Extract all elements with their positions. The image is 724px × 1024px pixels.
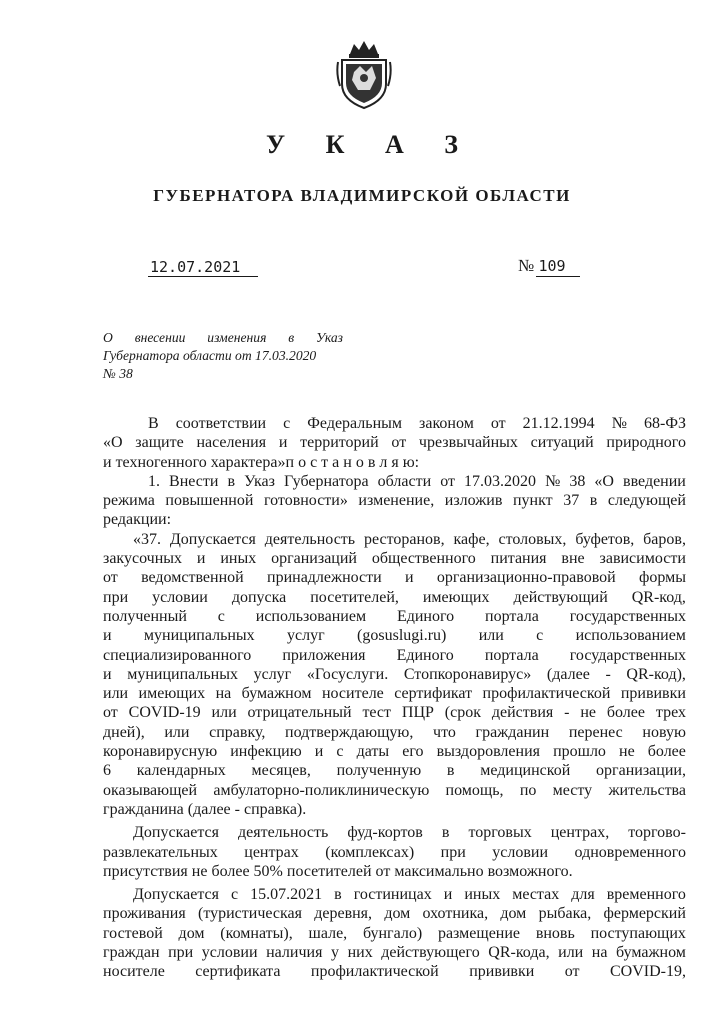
text-line: проживания (туристическая деревня, дом охотника, дом рыбака, фермерский — [103, 905, 686, 923]
text-line: от COVID-19 или отрицательный тест ПЦР (срок действия - не более трех — [103, 704, 686, 722]
subject-line: О внесении изменения в Указ — [103, 330, 343, 345]
text-line: и муниципальных услуг «Госуслуги. Стопкоронавирус» (далее - QR-код), — [103, 665, 686, 683]
text-line: граждан при условии наличия у них действующего QR-кода, или на бумажном — [103, 944, 686, 962]
text-line: 1. Внести в Указ Губернатора области от 17.03.2020 № 38 «О введении — [148, 472, 686, 490]
number-sign: № — [518, 256, 535, 275]
subject-line: Губернатора области от 17.03.2020 — [103, 348, 317, 363]
coat-of-arms-icon — [336, 38, 392, 110]
decree-date: 12.07.2021 — [150, 258, 241, 276]
text-line: и муниципальных услуг (gosuslugi.ru) или с использованием — [103, 627, 686, 645]
text-line: Допускается деятельность фуд-кортов в торговых центрах, торгово- — [133, 824, 686, 842]
document-title: У К А З — [266, 130, 475, 159]
number-value: 109 — [538, 257, 566, 275]
date-underline — [148, 276, 258, 277]
text-line: коронавирусную инфекцию и с даты его выздоровления прошло не более — [103, 743, 686, 761]
subject-line: № 38 — [103, 366, 133, 381]
text-line: развлекательных центрах (комплексах) при условии одновременного — [103, 843, 686, 861]
text-line: Допускается с 15.07.2021 в гостиницах и иных местах для временного — [133, 886, 686, 904]
document-subtitle: ГУБЕРНАТОРА ВЛАДИМИРСКОЙ ОБЛАСТИ — [153, 186, 571, 205]
text-line: присутствия не более 50% посетителей от максимально возможного. — [103, 862, 573, 880]
text-line: оказывающей амбулаторно-поликлиническую помощь, по месту жительства — [103, 781, 686, 799]
decree-body — [103, 414, 686, 982]
text-line: и техногенного характера» п о с т а н о в л я ю: — [103, 453, 420, 471]
text-line: гостевой дом (комнаты), шале, бунгало) размещение вновь поступающих — [103, 924, 686, 942]
text-line: гражданина (далее - справка). — [103, 800, 307, 818]
text-line: закусочных и иных организаций общественного питания вне зависимости — [103, 550, 686, 568]
text-line: полученный с использованием Единого портала государственных — [103, 607, 686, 625]
text-line: «37. Допускается деятельность ресторанов, кафе, столовых, буфетов, баров, — [133, 530, 686, 548]
text-line: при условии допуска посетителей, имеющих действующий QR-код, — [103, 588, 686, 606]
number-underline — [536, 276, 580, 277]
text-line: или имеющих на бумажном носителе сертификат профилактической прививки — [103, 685, 686, 703]
text-line: дней), или справку, подтверждающую, что гражданин перенес новую — [103, 723, 686, 741]
text-line: носителе сертификата профилактической прививки от COVID-19, — [103, 963, 686, 981]
text-line: редакции: — [103, 511, 172, 529]
text-line: режима повышенной готовности» изменение, изложив пункт 37 в следующей — [103, 492, 686, 510]
text-line: В соответствии с Федеральным законом от 21.12.1994 № 68-ФЗ — [148, 415, 686, 432]
decree-number — [518, 256, 566, 276]
text-line: специализированного приложения Единого портала государственных — [103, 646, 686, 664]
decree-subject — [103, 329, 343, 383]
text-line: от ведомственной принадлежности и организационно-правовой формы — [103, 569, 686, 587]
text-line: «О защите населения и территорий от чрезвычайных ситуаций природного — [103, 434, 686, 452]
text-line: 6 календарных месяцев, полученную в медицинской организации, — [103, 762, 686, 780]
